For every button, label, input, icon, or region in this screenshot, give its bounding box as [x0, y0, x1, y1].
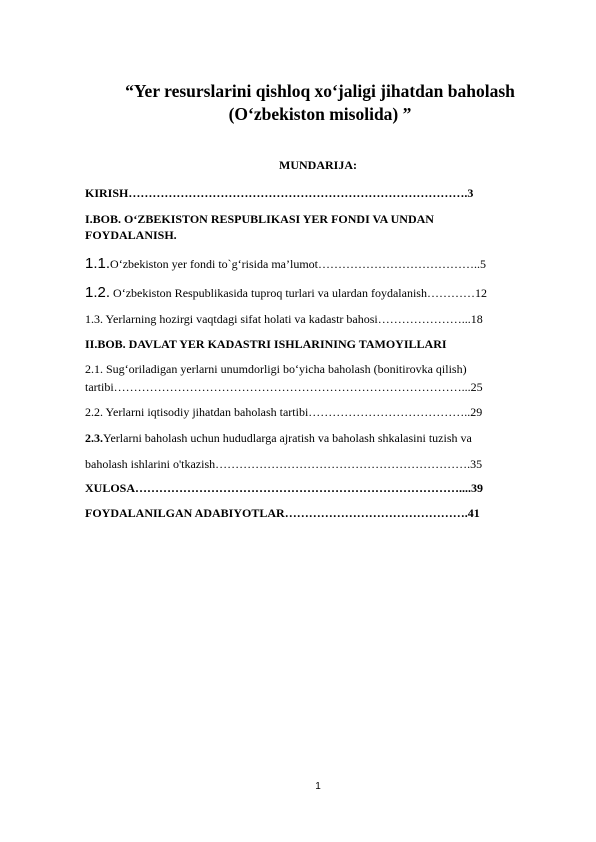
toc-entry-2-2: 2.2. Yerlarni iqtisodiy jihatdan baholash tartibi…………………………………..29 [85, 405, 483, 419]
toc-entry-chapter-1-line-2: FOYDALANISH. [85, 228, 177, 242]
toc-entry-1-1-text: O‘zbekiston yer fondi to`g‘risida ma’lumot…………………………………..5 [110, 257, 486, 271]
toc-entry-2-1-line-1: 2.1. Sug‘oriladigan yerlarni unumdorligi bo‘yicha baholash (bonitirovka qilish) [85, 362, 467, 376]
toc-entry-chapter-2: II.BOB. DAVLAT YER KADASTRI ISHLARINING TAMOYILLARI [85, 337, 447, 351]
toc-entry-1-3: 1.3. Yerlarning hozirgi vaqtdagi sifat holati va kadastr bahosi…………………...18 [85, 312, 483, 326]
toc-entry-1-2-text: O‘zbekiston Respublikasida tuproq turlari va ulardan foydalanish…………12 [110, 286, 487, 300]
toc-entry-1-2-number: 1.2. [85, 284, 111, 301]
toc-entry-2-1-line-2: tartibi……………………………………………………………………………...25 [85, 380, 483, 394]
toc-entry-2-3-line-2: baholash ishlarini o'tkazish……………………………………………………….35 [85, 457, 483, 471]
page-number: 1 [315, 781, 321, 792]
toc-entry-1-1 [85, 255, 486, 272]
toc-entry-adabiyotlar: FOYDALANILGAN ADABIYOTLAR……………………………………….41 [85, 506, 480, 520]
contents-heading: MUNDARIJA: [279, 158, 357, 172]
toc-entry-1-2 [85, 284, 487, 301]
title-line-1: “Yer resurslarini qishloq xo‘jaligi jihatdan baholash [125, 81, 515, 101]
toc-entry-chapter-1-line-1: I.BOB. O‘ZBEKISTON RESPUBLIKASI YER FONDI VA UNDAN [85, 212, 434, 226]
title-line-2: (O‘zbekiston misolida) ” [228, 104, 412, 124]
toc-entry-1-1-number: 1.1. [85, 255, 111, 272]
toc-entry-2-3-number: 2.3. [85, 431, 103, 445]
toc-entry-kirish: KIRISH………………………………………………………………………….3 [85, 186, 474, 200]
toc-entry-2-3-text: Yerlarni baholash uchun hududlarga ajratish va baholash shkalasini tuzish va [103, 431, 472, 445]
toc-entry-2-3-line-1 [85, 431, 472, 446]
toc-entry-xulosa: XULOSA………………………………………………………………………....39 [85, 481, 484, 495]
